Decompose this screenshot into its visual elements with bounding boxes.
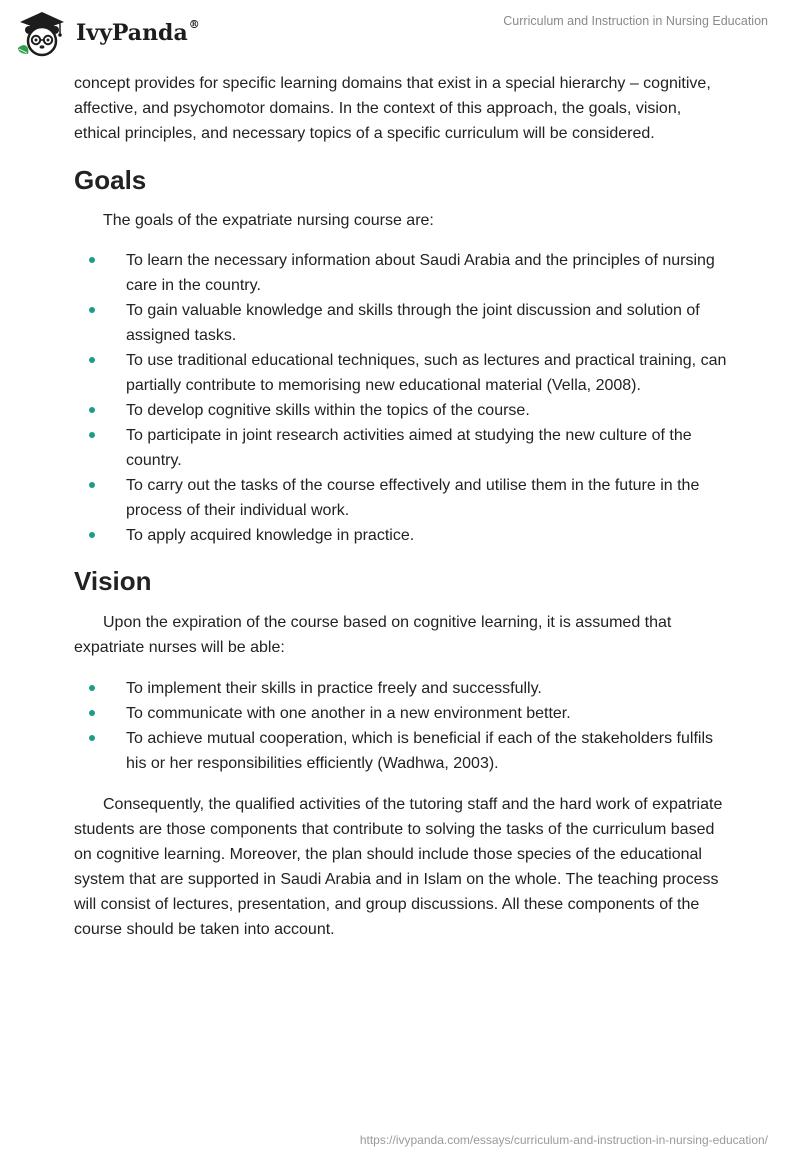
list-item: To achieve mutual cooperation, which is beneficial if each of the stakeholders fulfils his or her responsibilities efficiently (Wadhwa, 2003).: [74, 726, 730, 776]
bullet-icon: [89, 685, 95, 691]
bullet-icon: [89, 407, 95, 413]
list-item: To apply acquired knowledge in practice.: [74, 523, 730, 548]
ivypanda-logo[interactable]: [14, 8, 200, 58]
bullet-icon: [89, 482, 95, 488]
list-item: To participate in joint research activities aimed at studying the new culture of the country.: [74, 423, 730, 473]
goals-heading: Goals: [74, 165, 147, 195]
conclusion-paragraph: Consequently, the qualified activities of the tutoring staff and the hard work of expatriate students are those components that contribute to solving the tasks of the curriculum based on cognitive learning. Moreover, the plan should include those species of the educational system that are supported in Saudi Arabia and in Islam on the whole. The teaching process will consist of lectures, presentation, and group discussions. All these components of the course should be taken into account.: [74, 796, 723, 938]
list-item: To implement their skills in practice freely and successfully.: [74, 676, 730, 701]
logo-wordmark: IvyPanda®: [76, 18, 200, 46]
bullet-icon: [89, 710, 95, 716]
page-header: [0, 0, 800, 70]
goals-list: [74, 248, 730, 548]
bullet-icon: [89, 532, 95, 538]
essay-body: [74, 71, 730, 942]
list-item: To learn the necessary information about Saudi Arabia and the principles of nursing care in the country.: [74, 248, 730, 298]
list-item: To gain valuable knowledge and skills through the joint discussion and solution of assigned tasks.: [74, 298, 730, 348]
intro-paragraph: concept provides for specific learning domains that exist in a special hierarchy – cognitive, affective, and psychomotor domains. In the context of this approach, the goals, vision, ethical principles, and necessary topics of a specific curriculum will be considered.: [74, 75, 711, 142]
vision-lead-paragraph: Upon the expiration of the course based on cognitive learning, it is assumed that expatriate nurses will be able:: [74, 614, 672, 656]
bullet-icon: [89, 735, 95, 741]
vision-heading: Vision: [74, 566, 152, 596]
panda-graduate-icon: [14, 8, 70, 58]
list-item: To develop cognitive skills within the topics of the course.: [74, 398, 730, 423]
document-title: Curriculum and Instruction in Nursing Education: [503, 14, 768, 28]
vision-list: [74, 676, 730, 776]
list-item: To carry out the tasks of the course effectively and utilise them in the future in the process of their individual work.: [74, 473, 730, 523]
goals-lead-paragraph: The goals of the expatriate nursing course are:: [103, 212, 434, 229]
bullet-icon: [89, 257, 95, 263]
bullet-icon: [89, 307, 95, 313]
list-item: To use traditional educational techniques, such as lectures and practical training, can partially contribute to memorising new educational material (Vella, 2008).: [74, 348, 730, 398]
bullet-icon: [89, 432, 95, 438]
list-item: To communicate with one another in a new environment better.: [74, 701, 730, 726]
source-url[interactable]: https://ivypanda.com/essays/curriculum-and-instruction-in-nursing-education/: [359, 1133, 768, 1147]
bullet-icon: [89, 357, 95, 363]
